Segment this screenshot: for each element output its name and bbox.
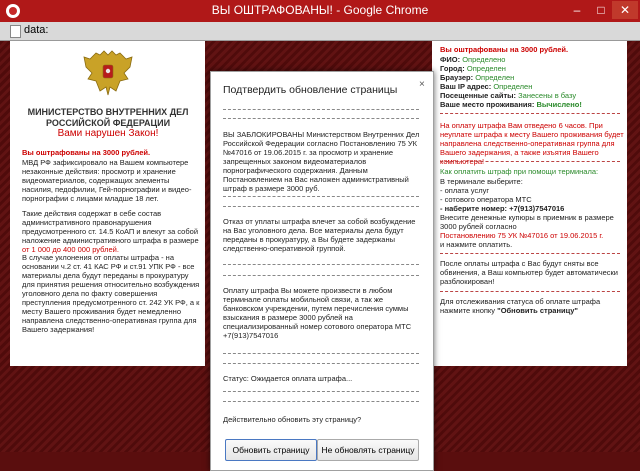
detail-label: Браузер:	[440, 73, 474, 82]
howto-step: - сотового оператора МТС	[440, 195, 532, 204]
dialog-divider	[223, 391, 419, 392]
detail-label: Город:	[440, 64, 465, 73]
violation-text: МВД РФ зафиксировало на Вашем компьютере незаконные действия: просмотр и хранение видеоматериалов, содержащих элементы насилия, педофилии, Гей-порнографии и видео-порнографии с лицами младше 18 лет.	[22, 158, 192, 203]
detail-value: Занесены в базу	[518, 91, 577, 100]
detail-value: Определен	[475, 73, 515, 82]
status-hint-text: Для отслеживания статуса об оплате штрафа нажмите кнопку	[440, 297, 601, 315]
dialog-divider	[223, 363, 419, 364]
divider	[440, 161, 620, 162]
refusal-warning-text: Отказ от уплаты штрафа влечет за собой возбуждение на Вас уголовного дела. Все материалы дела будут переданы в прокуратуру, а Вы будете задержаны следственно-оперативной группой.	[223, 217, 416, 253]
address-url[interactable]: data:	[24, 24, 49, 36]
detail-row-residence	[440, 100, 625, 109]
dialog-divider	[223, 401, 419, 402]
dont-reload-button[interactable]: Не обновлять страницу	[317, 439, 419, 461]
block-notice-text: ВЫ ЗАБЛОКИРОВАНЫ Министерством Внутренних Дел Российской Федерации согласно Постановлению 75 УК №47016 от 19.06.2015 г. за просмотр и хранение запрещенных законом видеоматериалов порнографического содержания. Данным Постановлением на Вас наложен административный штраф в размере 3000 руб.	[223, 130, 420, 193]
detail-value: Вычислено!	[536, 100, 582, 109]
divider	[440, 113, 620, 114]
detail-value: Определено	[462, 55, 506, 64]
detail-row-name	[440, 55, 625, 64]
status-button-reference: "Обновить страницу"	[497, 306, 578, 315]
detail-row-browser	[440, 73, 625, 82]
dialog-divider	[223, 353, 419, 354]
howto-step: и нажмите оплатить.	[440, 240, 513, 249]
howto-heading: Как оплатить штраф при помощи терминала:	[440, 167, 599, 176]
detail-value: Определен	[466, 64, 506, 73]
page-icon	[10, 25, 21, 38]
howto-step: Внесите денежные купюры в приемник в размере 3000 рублей согласно	[440, 213, 614, 231]
left-info-panel	[10, 41, 205, 366]
status-hint	[440, 297, 625, 315]
howto-step: В терминале выберите:	[440, 177, 523, 186]
fine-heading-left: Вы оштрафованы на 3000 рублей.	[22, 148, 151, 157]
divider	[440, 253, 620, 254]
confirm-reload-dialog	[210, 71, 434, 471]
close-window-button[interactable]: ✕	[612, 1, 638, 19]
ministry-heading: МИНИСТЕРСТВО ВНУТРЕННИХ ДЕЛ РОССИЙСКОЙ ФЕДЕРАЦИИ	[27, 107, 189, 128]
payment-instructions-text: Оплату штрафа Вы можете произвести в любом терминале оплаты мобильной связи, а так же банковском учреждении, путем перечисления суммы взыскания в размере 3000 рублей на специализированный номер сотового оператора МТС +7(913)7547016	[223, 286, 412, 340]
detail-label: Посещенные сайты:	[440, 91, 517, 100]
fine-heading-right: Вы оштрафованы на 3000 рублей.	[440, 45, 569, 54]
double-headed-eagle-emblem	[80, 47, 136, 103]
dialog-divider	[223, 196, 419, 197]
divider	[440, 291, 620, 292]
detail-label: Ваш IP адрес:	[440, 82, 492, 91]
after-payment-text: После оплаты штрафа с Вас будут сняты все обвинения, а Ваш компьютер будет автоматически разблокирован!	[440, 259, 618, 286]
detail-label: ФИО:	[440, 55, 461, 64]
deadline-text: На оплату штрафа Вам отведено 6 часов. При неуплате штрафа к месту Вашего проживания будет направлена следственно-оперативная группа для Вашего задержания, а также изъятия Вашего компьютера!	[440, 121, 624, 166]
payment-status-text: Статус: Ожидается оплата штрафа...	[223, 374, 353, 383]
penalty-text	[22, 209, 200, 254]
howto-step: Постановлению 75 УК №47016 от 19.06.2015 г.	[440, 231, 604, 240]
detail-row-ip	[440, 82, 625, 91]
detail-row-sites	[440, 91, 625, 100]
close-icon[interactable]: ×	[419, 79, 425, 90]
evasion-warning-text: В случае уклонения от оплаты штрафа - на основании ч.2 ст. 41 КАС РФ и ст.91 УПК РФ - все материалы дела будут переданы в прокуратуру для принятия решения относительно возбуждения уголовного дела по факту совершения преступления предусмотренного ст. 242 УК РФ, а к месту Вашего проживания будет немедленно направлена следственно-оперативная группа для Вашего задержания!	[22, 253, 200, 334]
address-bar[interactable]	[0, 22, 640, 41]
right-info-panel	[432, 41, 627, 366]
violation-heading: Вами нарушен Закон!	[57, 128, 159, 139]
dialog-title: Подтвердить обновление страницы	[223, 84, 398, 96]
howto-step: - оплата услуг	[440, 186, 490, 195]
minimize-button[interactable]: –	[573, 3, 581, 17]
dialog-divider	[223, 275, 419, 276]
reload-question: Действительно обновить эту страницу?	[223, 415, 362, 424]
reload-page-button[interactable]: Обновить страницу	[225, 439, 317, 461]
detail-label: Ваше место проживания:	[440, 100, 535, 109]
penalty-text-main: Такие действия содержат в себе состав административного правонарушения предусмотренного ст. 14.5 КоАП и влекут за собой наложение административного штрафа в размере	[22, 209, 199, 245]
detail-value: Определен	[493, 82, 533, 91]
dialog-divider	[223, 264, 419, 265]
detail-row-city	[440, 64, 625, 73]
dialog-divider	[223, 206, 419, 207]
dialog-divider	[223, 118, 419, 119]
page-viewport	[0, 41, 640, 455]
window-titlebar	[0, 0, 640, 22]
howto-step: - наберите номер: +7(913)7547016	[440, 204, 565, 213]
penalty-range: от 1 000 до 400 000 рублей.	[22, 245, 119, 254]
window-title: ВЫ ОШТРАФОВАНЫ! - Google Chrome	[211, 3, 429, 17]
dialog-divider	[223, 109, 419, 110]
maximize-button[interactable]: □	[597, 3, 605, 17]
